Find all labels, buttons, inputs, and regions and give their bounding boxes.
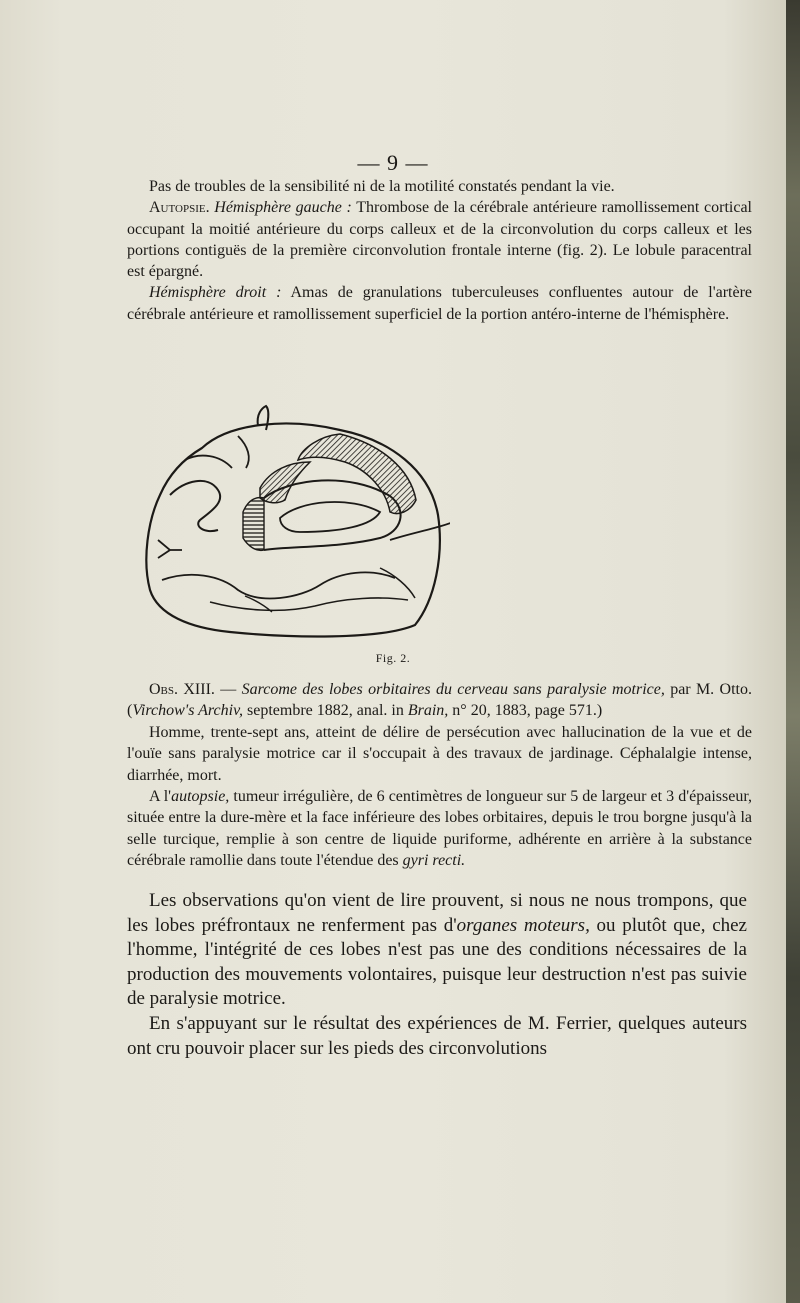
figure-brain-diagram [140, 400, 450, 640]
obs-brain: Brain, [407, 702, 449, 720]
obs-ref: septembre 1882, anal. in [247, 702, 404, 720]
hemisphere-droit-label: Hémisphère droit : [149, 284, 282, 302]
hemisphere-droit-text: Amas de granulations tuberculeuses confluentes autour de l'artère cérébrale antérieure et ramollissement superficiel de la portion antéro-interne de l'hémisphère. [127, 284, 752, 323]
autopsie-label: Autopsie. [149, 199, 210, 217]
organes-moteurs: organes moteurs, [456, 914, 590, 936]
autopsie-word: autopsie, [171, 788, 230, 806]
paragraph-obs-title [127, 679, 752, 722]
paragraph-sensibilite [127, 176, 752, 197]
book-edge [786, 0, 800, 1303]
paragraph-ferrier [127, 1012, 747, 1061]
paragraph-homme [127, 722, 752, 786]
gyri-recti: gyri recti. [402, 852, 466, 870]
obs-journal: Virchow's Archiv, [132, 702, 243, 720]
text-block-conclusion [127, 889, 747, 1061]
obs-ref2: n° 20, 1883, page 571.) [452, 702, 603, 720]
text-block-observation-xiii [127, 679, 752, 872]
figure-caption: Fig. 2. [375, 651, 411, 665]
paragraph-hemisphere-gauche [127, 197, 752, 282]
paragraph-observations [127, 889, 747, 1012]
autopsie-prefix: A l' [149, 788, 172, 806]
obs-author: par M. Otto. ( [127, 681, 752, 720]
obs-title: Sarcome des lobes orbitaires du cerveau sans paralysie motrice, [241, 681, 665, 698]
text-block-autopsie [127, 176, 752, 325]
page-number: — 9 — [357, 150, 429, 175]
sensibilite-text: Pas de troubles de la sensibilité ni de la motilité constatés pendant la vie. [149, 178, 615, 195]
hemisphere-gauche-label: Hémisphère gauche : [214, 199, 352, 217]
paragraph-hemisphere-droit [127, 282, 752, 325]
brain-section-icon [140, 400, 450, 640]
obs-label: Obs. XIII. — [149, 681, 237, 698]
homme-text: Homme, trente-sept ans, atteint de délire de persécution avec hallucination de la vue et de l'ouïe sans paralysie motrice car il s'occupait à des travaux de jardinage. Céphalalgie intense, diarrhée, mort. [127, 723, 752, 784]
observations-text-a: Les observations qu'on vient de lire prouvent, si nous ne nous trompons, que les lobes préfrontaux ne renferment pas d' [127, 890, 747, 936]
hemisphere-gauche-text: Thrombose de la cérébrale antérieure ramollissement cortical occupant la moitié antérieure du corps calleux et de la circonvolution du corps calleux et les portions contiguës de la première circonvolution frontale interne (fig. 2). Le lobule paracentral est épargné. [127, 199, 753, 281]
observations-text-b: ou plutôt que, chez l'homme, l'intégrité de ces lobes n'est pas une des conditions nécessaires de la production des mouvements volontaires, puisque leur destruction n'est pas suivie de paralysie motrice. [127, 914, 747, 1010]
autopsie-text: tumeur irrégulière, de 6 centimètres de longueur sur 5 de largeur et 3 d'épaisseur, située entre la dure-mère et la face inférieure des lobes orbitaires, depuis le trou borgne jusqu'à la selle turcique, remplie à son centre de liquide puriforme, adhérente en arrière à la substance cérébrale ramollie dans toute l'étendue des [127, 788, 753, 870]
ferrier-text: En s'appuyant sur le résultat des expériences de M. Ferrier, quelques auteurs ont cru pouvoir placer sur les pieds des circonvolutions [127, 1012, 747, 1059]
paragraph-autopsie-tumeur [127, 786, 752, 872]
